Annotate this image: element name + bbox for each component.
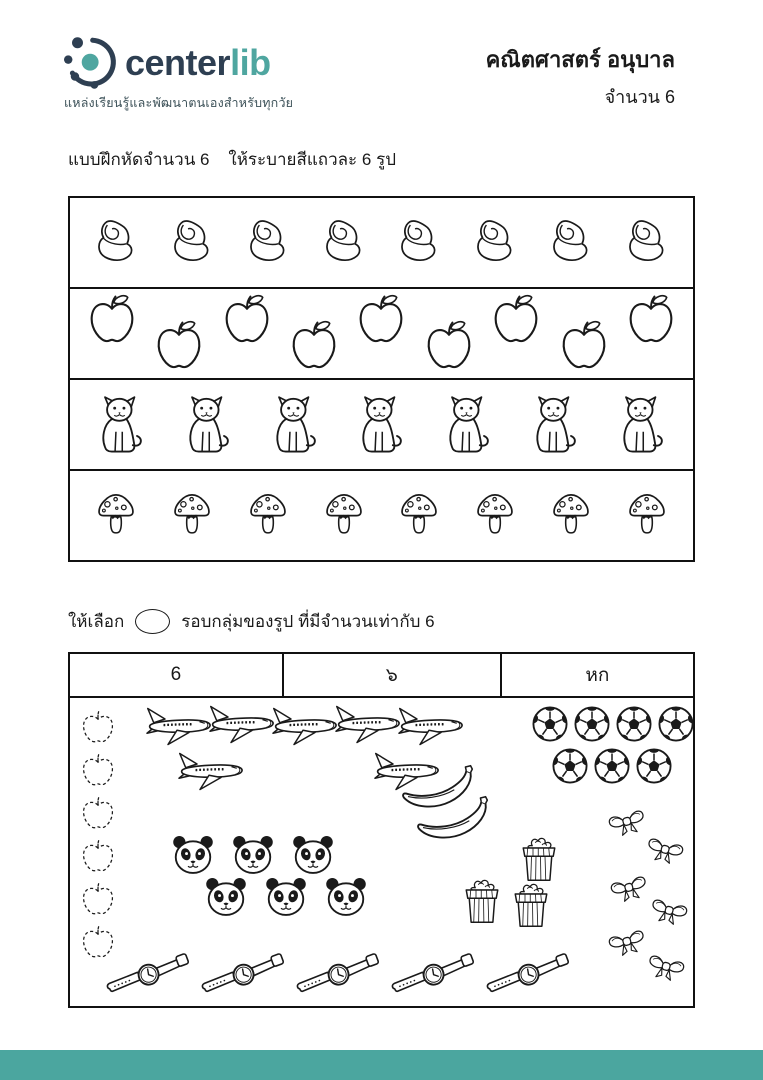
cat-image — [615, 394, 669, 456]
airplane-image — [144, 702, 216, 748]
exercise2-instruction — [68, 608, 435, 635]
exercise1-table — [68, 196, 695, 562]
apple-dashed-image — [78, 708, 118, 748]
panda-image — [203, 876, 249, 918]
cat-image — [181, 394, 235, 456]
soccer-ball-image — [634, 746, 674, 786]
airplane-image — [176, 747, 248, 793]
row-cats — [70, 378, 693, 469]
panda-image — [170, 834, 216, 876]
exercise2-picture-area — [68, 698, 695, 1008]
bow-image — [606, 868, 653, 909]
exercise2-table — [68, 652, 695, 1008]
mushroom-image — [91, 489, 141, 543]
shell-image — [89, 218, 143, 268]
apple-dashed-image — [78, 794, 118, 834]
gift-image — [458, 878, 506, 926]
apple-image — [353, 293, 409, 349]
apple-image — [219, 293, 275, 349]
page-subtitle: จำนวน 6 — [604, 87, 675, 107]
document-title-block — [486, 42, 675, 111]
logo-text-primary: center — [125, 42, 231, 83]
apple-image — [623, 293, 679, 349]
soccer-ball-image — [614, 704, 654, 744]
group-pandas — [170, 834, 380, 929]
group-soccer-balls — [522, 704, 698, 794]
mushroom-image — [167, 489, 217, 543]
shell-image — [317, 218, 371, 268]
apple-image — [556, 319, 612, 375]
header-cell-thai-numeral: ๖ — [282, 654, 500, 696]
panda-image — [230, 834, 276, 876]
soccer-ball-image — [530, 704, 570, 744]
logo — [64, 36, 293, 113]
apple-dashed-image — [78, 837, 118, 877]
shell-image — [392, 218, 446, 268]
shell-image — [165, 218, 219, 268]
panda-image — [323, 876, 369, 918]
row-apples — [70, 287, 693, 378]
shell-image — [620, 218, 674, 268]
cat-image — [354, 394, 408, 456]
exercise2-header-row — [68, 652, 695, 698]
watch-image — [480, 950, 577, 1003]
bow-image — [646, 891, 693, 932]
panda-image — [290, 834, 336, 876]
exercise2-instruction-suffix: รอบกลุ่มของรูป ที่มีจำนวนเท่ากับ 6 — [181, 612, 435, 631]
cat-image — [528, 394, 582, 456]
apple-image — [84, 293, 140, 349]
panda-image — [263, 876, 309, 918]
bow-image — [643, 947, 690, 988]
watch-image — [100, 950, 197, 1003]
group-dashed-apples — [78, 708, 118, 963]
apple-dashed-image — [78, 751, 118, 791]
apple-image — [151, 319, 207, 375]
mushroom-image — [622, 489, 672, 543]
airplane-image — [396, 702, 468, 748]
group-gifts — [455, 836, 575, 938]
cat-image — [94, 394, 148, 456]
bow-image — [604, 922, 651, 963]
soccer-ball-image — [592, 746, 632, 786]
gift-image — [515, 836, 563, 884]
apple-dashed-image — [78, 880, 118, 920]
cat-image — [441, 394, 495, 456]
bow-image — [642, 830, 689, 871]
logo-text-secondary: lib — [230, 42, 271, 83]
watch-image — [195, 950, 292, 1003]
centerlib-logo-icon — [64, 36, 118, 90]
watch-image — [385, 950, 482, 1003]
airplane-image — [207, 700, 279, 746]
page-title: คณิตศาสตร์ อนุบาล — [485, 47, 675, 72]
watch-image — [290, 950, 387, 1003]
soccer-ball-image — [656, 704, 696, 744]
footer-accent-bar — [0, 1050, 763, 1080]
apple-image — [488, 293, 544, 349]
logo-wordmark — [125, 42, 271, 83]
soccer-ball-image — [572, 704, 612, 744]
oval-shape-icon — [135, 609, 170, 634]
logo-tagline: แหล่งเรียนรู้และพัฒนาตนเองสำหรับทุกวัย — [64, 96, 294, 110]
exercise1-instruction: แบบฝึกหัดจำนวน 6 ให้ระบายสีแถวละ 6 รูป — [68, 150, 397, 169]
mushroom-image — [394, 489, 444, 543]
apple-image — [421, 319, 477, 375]
mushroom-image — [319, 489, 369, 543]
gift-image — [507, 882, 555, 930]
mushroom-image — [470, 489, 520, 543]
bow-image — [604, 802, 651, 843]
apple-image — [286, 319, 342, 375]
airplane-image — [333, 700, 405, 746]
airplane-image — [270, 702, 342, 748]
shell-image — [544, 218, 598, 268]
shell-image — [241, 218, 295, 268]
cat-image — [268, 394, 322, 456]
row-shells — [70, 198, 693, 287]
header-cell-numeral: 6 — [170, 664, 182, 685]
mushroom-image — [243, 489, 293, 543]
group-bows — [603, 800, 698, 990]
group-watches — [103, 956, 583, 1001]
header-cell-thai-word: หก — [500, 654, 693, 696]
exercise2-instruction-prefix: ให้เลือก — [68, 612, 125, 631]
soccer-ball-image — [550, 746, 590, 786]
shell-image — [468, 218, 522, 268]
mushroom-image — [546, 489, 596, 543]
row-mushrooms — [70, 469, 693, 560]
